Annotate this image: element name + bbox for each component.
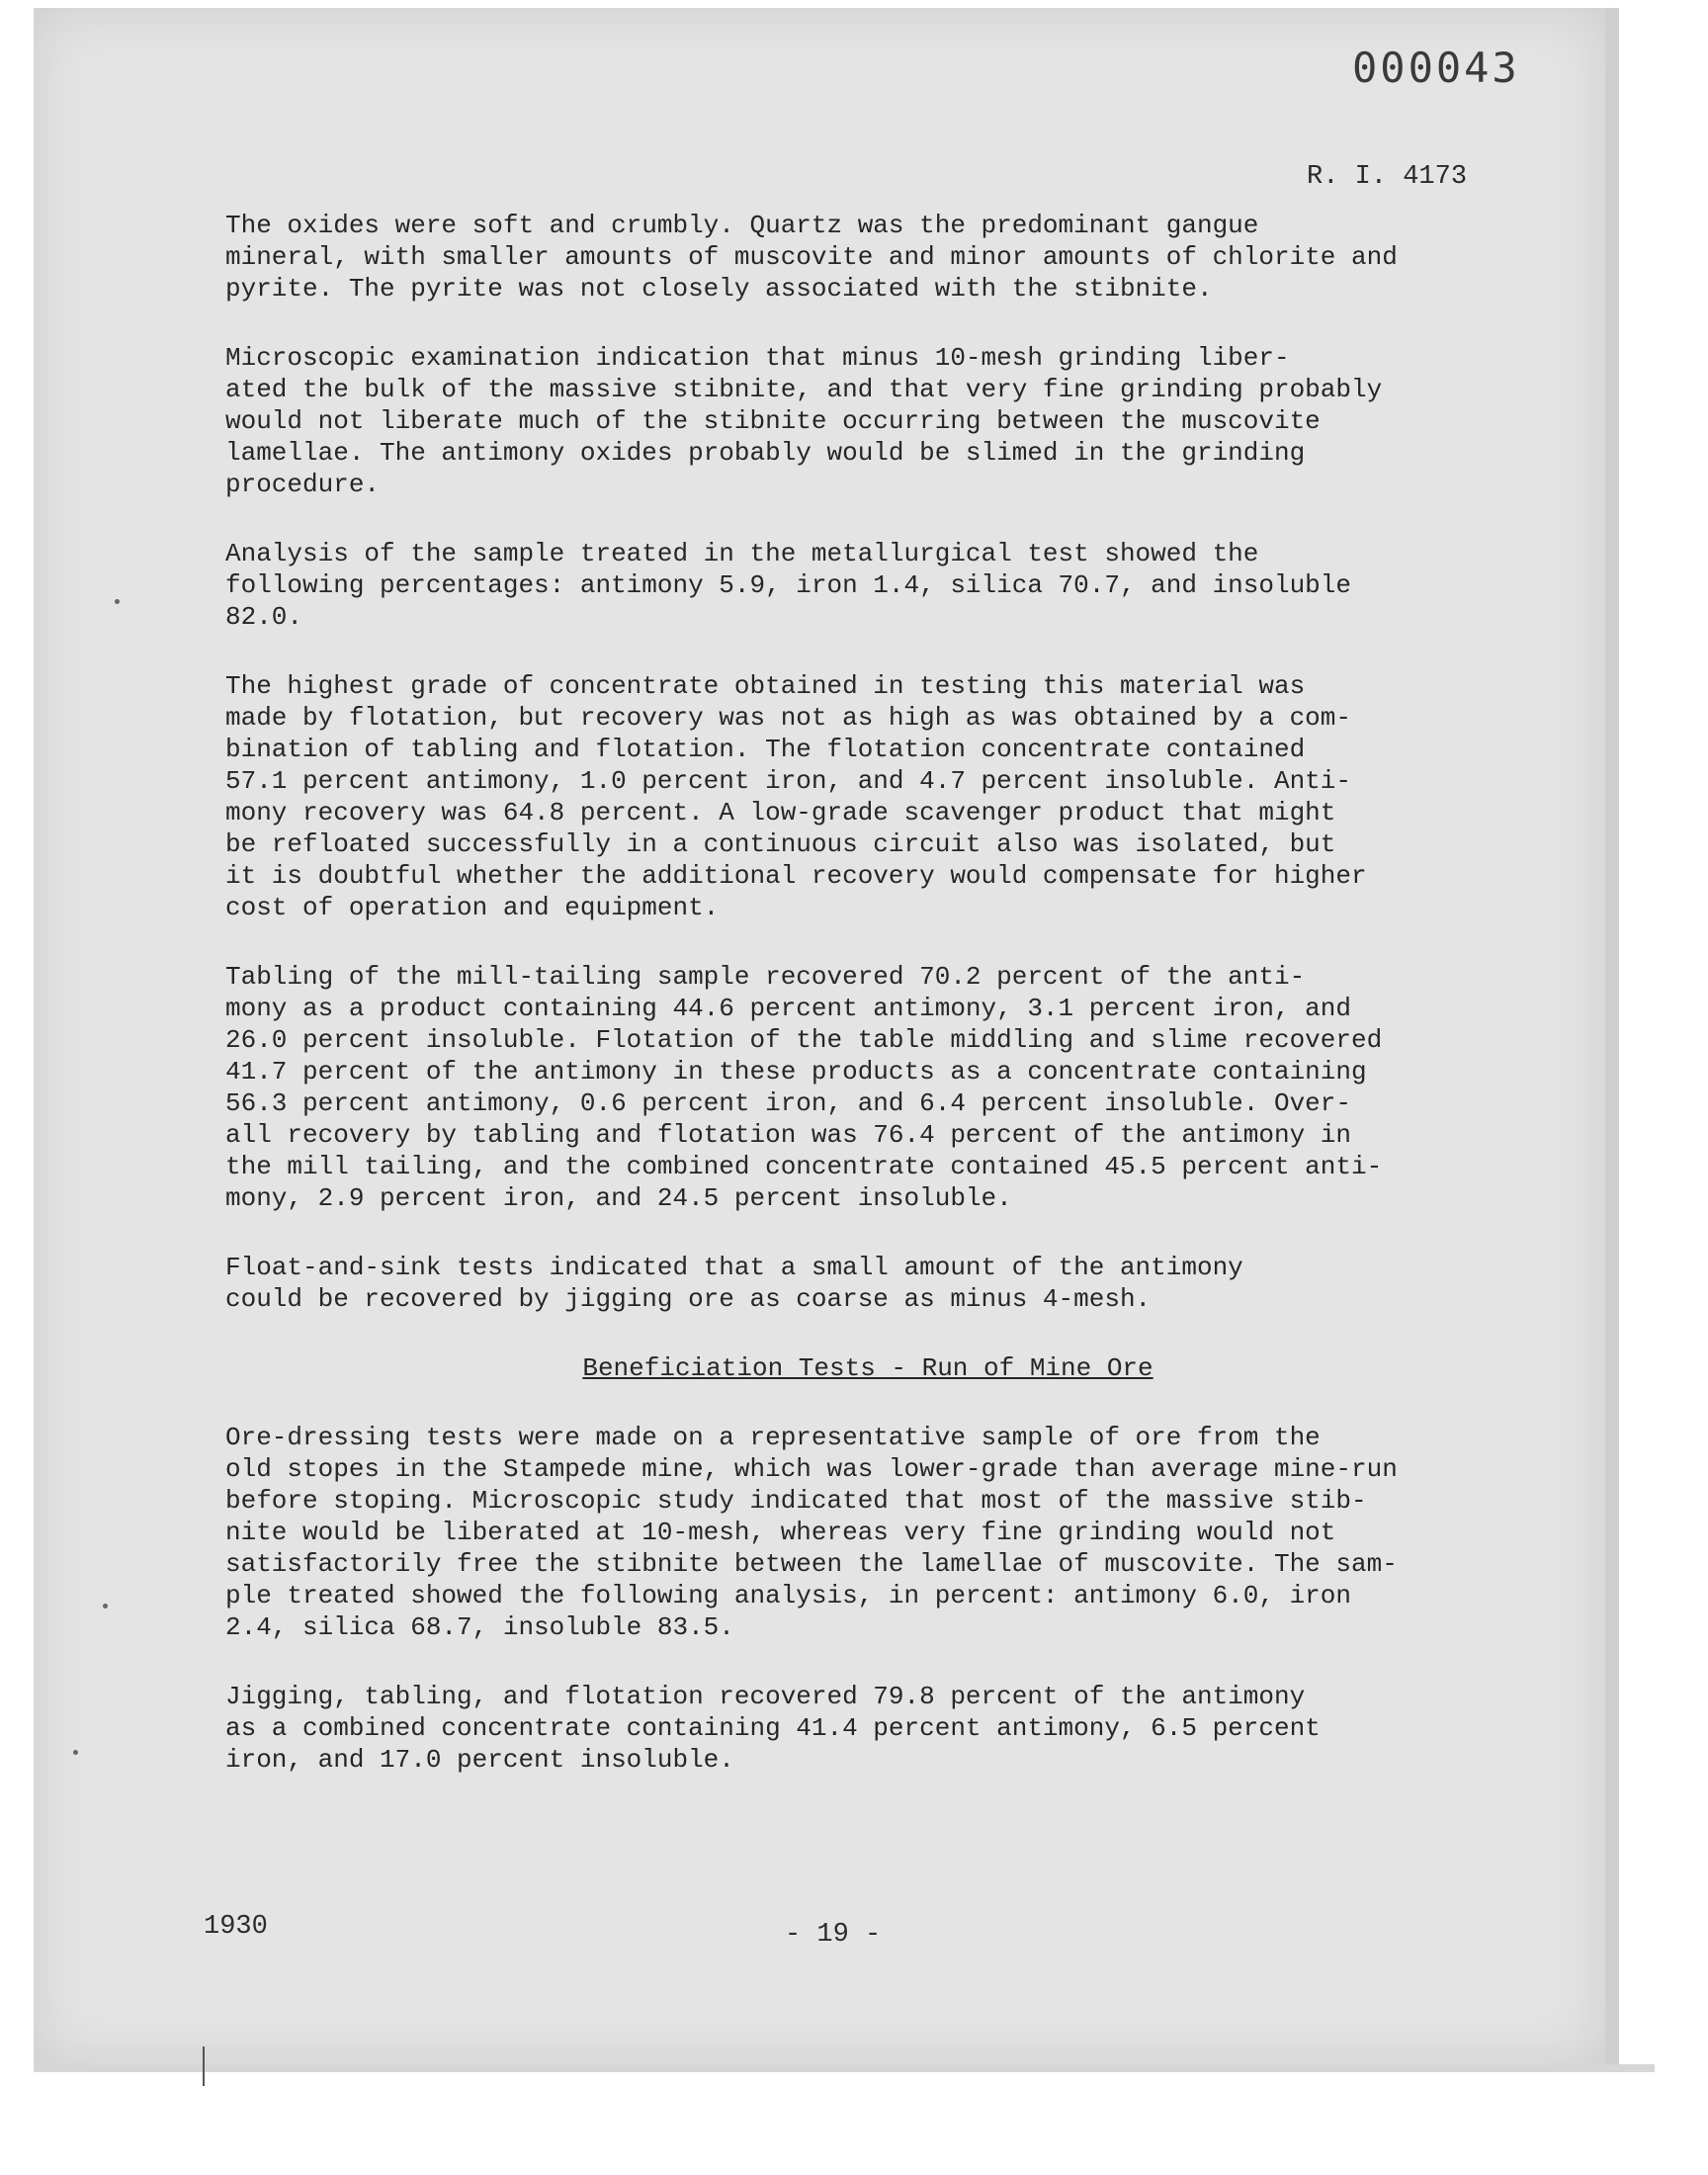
- speck-mark: [73, 1750, 78, 1755]
- paragraph-flotation-concentrate: The highest grade of concentrate obtained in testing this material was made by flotation, but recovery was not as high as was obtained by a com- bination of tabling and flotation. The flotation concentrate contained 57.1 percent antimony, 1.0 percent iron, and 4.7 percent insoluble. Anti- mony recovery was 64.8 percent. A low-grade scavenger product that might be refloated successfully in a continuous circuit also was isolated, but it is doubtful whether the additional recovery would compensate for higher cost of operation and equipment.: [225, 671, 1367, 922]
- speck-mark: [103, 1604, 108, 1609]
- section-heading-text: Beneficiation Tests - Run of Mine Ore: [582, 1353, 1153, 1383]
- page-edge-bottom: [34, 2064, 1655, 2072]
- page-edge-right: [1605, 8, 1619, 2072]
- page-number: - 19 -: [785, 1920, 882, 1950]
- report-reference: R. I. 4173: [1307, 162, 1468, 192]
- paragraph-float-and-sink: Float-and-sink tests indicated that a small amount of the antimony could be recovered by jigging ore as coarse as minus 4-mesh.: [225, 1253, 1243, 1314]
- margin-mark: [203, 2046, 205, 2086]
- paragraph-jigging: Jigging, tabling, and flotation recovered 79.8 percent of the antimony as a combined concentrate containing 41.4 percent antimony, 6.5 percent iron, and 17.0 percent insoluble.: [225, 1682, 1321, 1775]
- footer-year: 1930: [204, 1912, 268, 1942]
- paragraph-analysis: Analysis of the sample treated in the metallurgical test showed the following percentages: antimony 5.9, iron 1.4, silica 70.7, and insoluble 82.0.: [225, 539, 1351, 632]
- paragraph-ore-dressing: Ore-dressing tests were made on a representative sample of ore from the old stopes in the Stampede mine, which was lower-grade than average mine-run before stoping. Microscopic study indicated that most of the massive stib- nite would be liberated at 10-mesh, whereas very fine grinding would not satisfactorily free the stibnite between the lamellae of muscovite. The sam- ple treated showed the following analysis, in percent: antimony 6.0, iron 2.4, silica 68.7, insoluble 83.5.: [225, 1423, 1398, 1642]
- paragraph-oxides: The oxides were soft and crumbly. Quartz was the predominant gangue mineral, with smaller amounts of muscovite and minor amounts of chlorite and pyrite. The pyrite was not closely associated with the stibnite.: [225, 211, 1398, 304]
- section-heading: [225, 1352, 1510, 1384]
- document-body: [225, 210, 1510, 1813]
- document-stamp-number: 000043: [1352, 44, 1520, 92]
- paragraph-microscopic-examination: Microscopic examination indication that minus 10-mesh grinding liber- ated the bulk of the massive stibnite, and that very fine grinding probably would not liberate much of the stibnite occurring between the muscovite lamellae. The antimony oxides probably would be slimed in the grinding procedure.: [225, 343, 1383, 499]
- paragraph-tabling: Tabling of the mill-tailing sample recovered 70.2 percent of the anti- mony as a product containing 44.6 percent antimony, 3.1 percent iron, and 26.0 percent insoluble. Flotation of the table middling and slime recovered 41.7 percent of the antimony in these products as a concentrate containing 56.3 percent antimony, 0.6 percent iron, and 6.4 percent insoluble. Over- all recovery by tabling and flotation was 76.4 percent of the antimony in the mill tailing, and the combined concentrate contained 45.5 percent anti- mony, 2.9 percent iron, and 24.5 percent insoluble.: [225, 962, 1383, 1213]
- speck-mark: [115, 599, 120, 604]
